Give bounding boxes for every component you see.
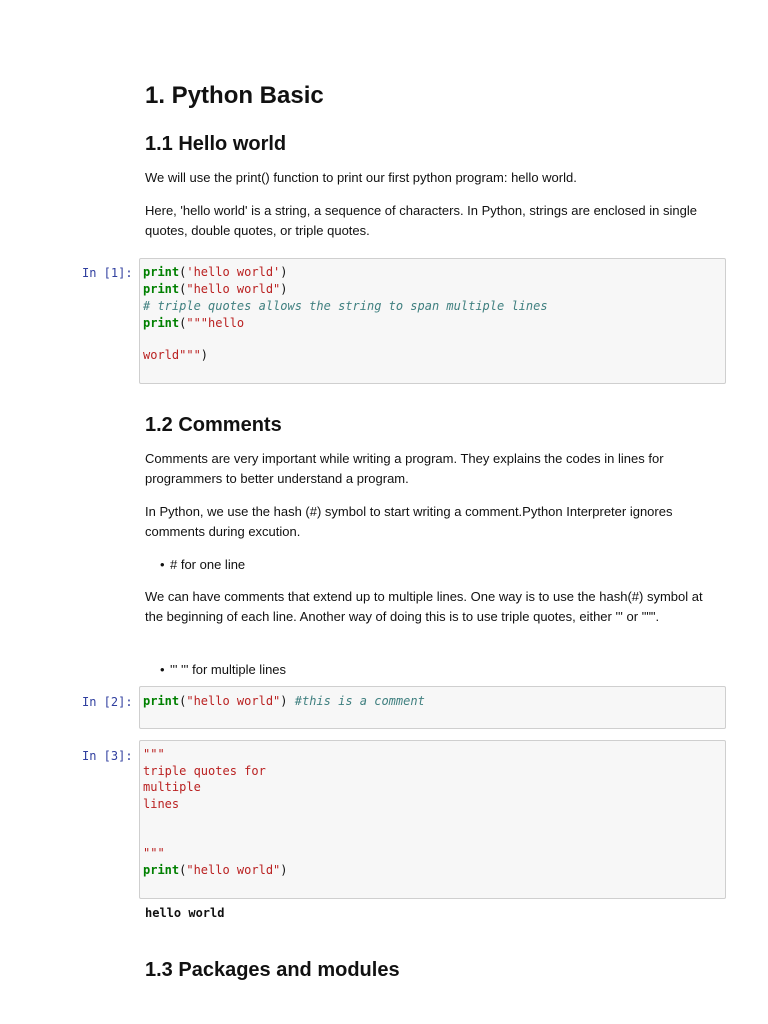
code-line <box>143 315 244 332</box>
code-string: "hello world" <box>186 282 281 296</box>
code-string: 'hello world' <box>186 265 281 279</box>
paragraph: programmers to better understand a program. <box>145 471 409 486</box>
cell-prompt: In [1]: <box>82 266 133 280</box>
paragraph: We will use the print() function to print our first python program: hello world. <box>145 170 577 185</box>
code-comment: # triple quotes allows the string to span multiple lines <box>143 299 548 313</box>
code-line <box>143 347 208 364</box>
code-keyword: print <box>143 282 180 296</box>
code-string: triple quotes for <box>143 764 266 778</box>
code-line <box>143 281 288 298</box>
code-keyword: print <box>143 694 180 708</box>
paragraph: the beginning of each line. Another way of doing this is to use triple quotes, either ''' or """. <box>145 609 660 624</box>
section-heading-hello-world: 1.1 Hello world <box>145 133 287 155</box>
page-title: 1. Python Basic <box>145 82 324 109</box>
code-line <box>143 264 288 281</box>
code-punct: ( <box>179 265 187 279</box>
code-punct: ( <box>179 694 187 708</box>
code-punct: ( <box>179 863 187 877</box>
cell-prompt: In [2]: <box>82 695 133 709</box>
paragraph: quotes, double quotes, or triple quotes. <box>145 223 370 238</box>
list-item: • # for one line <box>160 555 750 575</box>
list-item: • ''' ''' for multiple lines <box>160 660 750 680</box>
paragraph: In Python, we use the hash (#) symbol to start writing a comment.Python Interpreter ignores <box>145 504 673 519</box>
code-punct: ( <box>179 316 187 330</box>
code-string: world""" <box>143 348 201 362</box>
code-keyword: print <box>143 265 180 279</box>
code-string: lines <box>143 797 180 811</box>
code-punct: ) <box>280 863 288 877</box>
code-string: multiple <box>143 780 201 794</box>
code-keyword: print <box>143 316 180 330</box>
code-line <box>143 862 288 879</box>
paragraph: comments during excution. <box>145 524 301 539</box>
code-punct: ) <box>200 348 209 362</box>
code-punct: ) <box>280 265 288 279</box>
section-heading-packages-and-modules: 1.3 Packages and modules <box>145 959 400 981</box>
code-string: "hello world" <box>186 694 281 708</box>
code-punct: ( <box>179 282 187 296</box>
code-string: """ <box>143 747 165 761</box>
paragraph: We can have comments that extend up to multiple lines. One way is to use the hash(#) symbol at <box>145 589 703 604</box>
code-comment: #this is a comment <box>294 694 425 708</box>
code-string: "hello world" <box>186 863 281 877</box>
code-punct: ) <box>280 282 288 296</box>
code-punct: ) <box>280 694 288 708</box>
code-string: """hello <box>186 316 245 330</box>
cell-output: hello world <box>145 906 225 920</box>
section-heading-comments: 1.2 Comments <box>145 414 282 436</box>
code-string: """ <box>143 846 165 860</box>
code-line <box>143 693 425 710</box>
code-keyword: print <box>143 863 180 877</box>
cell-prompt: In [3]: <box>82 749 133 763</box>
paragraph: Here, 'hello world' is a string, a sequence of characters. In Python, strings are enclosed in single <box>145 203 697 218</box>
paragraph: Comments are very important while writing a program. They explains the codes in lines for <box>145 451 664 466</box>
